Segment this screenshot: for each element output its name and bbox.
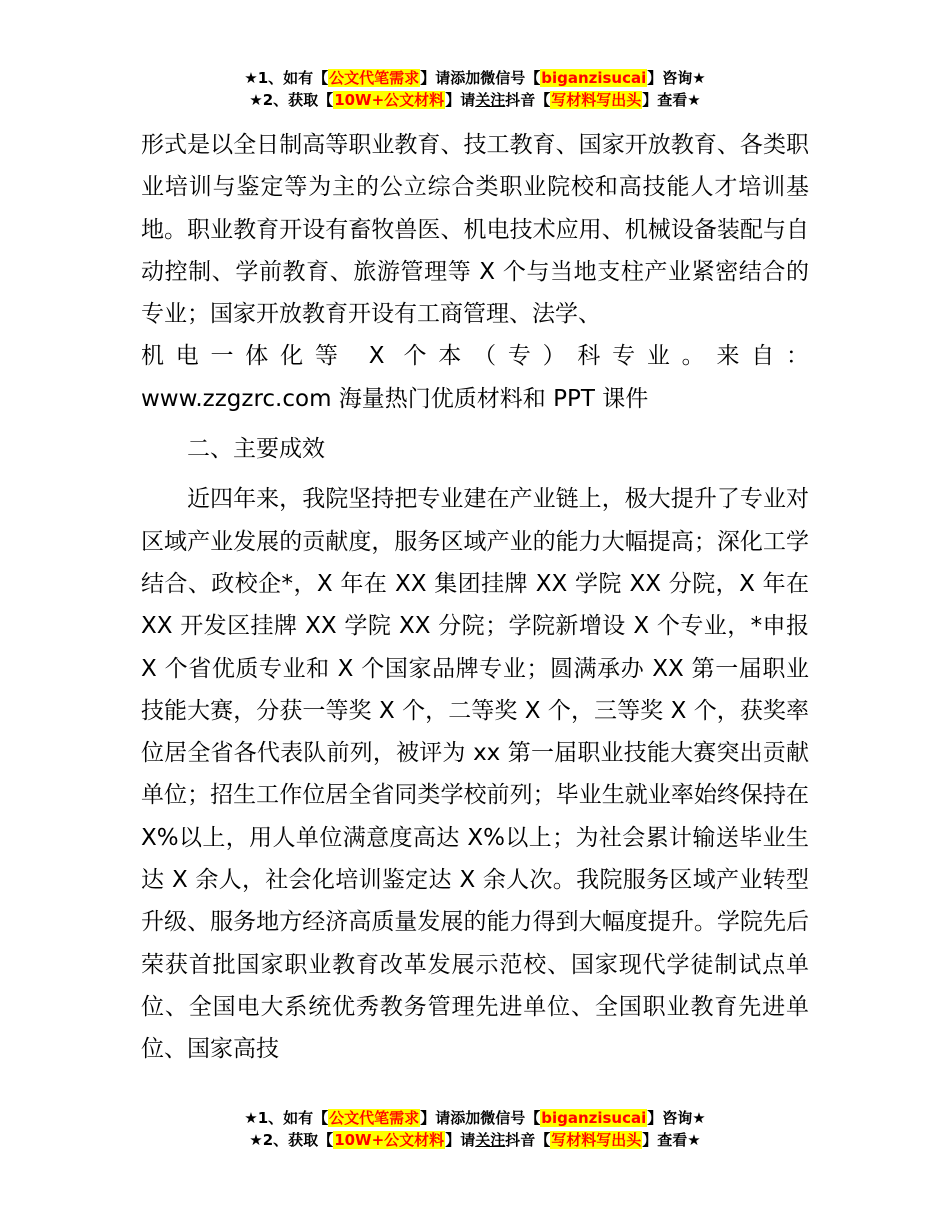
underlined-follow: 关注 [475,1131,506,1149]
highlight-service: 公文代笔需求 [329,1109,420,1127]
promo-line-1: ★1、如有【公文代笔需求】请添加微信号【biganzisucai】咨询★ [244,69,706,87]
paragraph-1-main: 形式是以全日制高等职业教育、技工教育、国家开放教育、各类职业培训与鉴定等为主的公立综合类职业院校和高技能人才培训基地。职业教育开设有畜牧兽医、机电技术应用、机械设备装配与自动控制、学前教育、旅游管理等 X 个与当地支柱产业紧密结合的专业；国家开放教育开设有工商管理、法学、 [141,132,809,328]
promo-banner-top [0,67,950,111]
paragraph-1-spread-line: 机电一体化等 X 个本（专）科专业。来自： [141,343,809,370]
highlight-account: 写材料写出头 [551,91,642,109]
promo-line-1: ★1、如有【公文代笔需求】请添加微信号【biganzisucai】咨询★ [244,1109,706,1127]
highlight-account: 写材料写出头 [551,1131,642,1149]
highlight-materials: 10W+公文材料 [334,1131,445,1149]
document-body [141,124,809,1071]
section-heading: 二、主要成效 [187,436,325,463]
paragraph-1 [141,124,809,420]
highlight-materials: 10W+公文材料 [334,91,445,109]
promo-banner-bottom [0,1107,950,1151]
highlight-service: 公文代笔需求 [329,69,420,87]
highlight-wechat-id: biganzisucai [541,1109,647,1127]
underlined-follow: 关注 [475,91,506,109]
promo-line-2: ★2、获取【10W+公文材料】请关注抖音【写材料写出头】查看★ [249,91,701,109]
promo-line-2: ★2、获取【10W+公文材料】请关注抖音【写材料写出头】查看★ [249,1131,701,1149]
paragraph-2: 近四年来，我院坚持把专业建在产业链上，极大提升了专业对区域产业发展的贡献度，服务区域产业的能力大幅提高；深化工学结合、政校企*，X 年在 XX 集团挂牌 XX 学院 XX 分院，X 年在 XX 开发区挂牌 XX 学院 XX 分院；学院新增设 X 个专业，*申报 X 个省优质专业和 X 个国家品牌专业；圆满承办 XX 第一届职业技能大赛，分获一等奖 X 个，二等奖 X 个，三等奖 X 个，获奖率位居全省各代表队前列，被评为 xx 第一届职业技能大赛突出贡献单位；招生工作位居全省同类学校前列；毕业生就业率始终保持在 X%以上，用人单位满意度高达 X%以上；为社会累计输送毕业生达 X 余人，社会化培训鉴定达 X 余人次。我院服务区域产业转型升级、服务地方经济高质量发展的能力得到大幅度提升。学院先后荣获首批国家职业教育改革发展示范校、国家现代学徒制试点单位、全国电大系统优秀教务管理先进单位、全国职业教育先进单位、国家高技 [141,486,809,1063]
paragraph-1-tail: www.zzgzrc.com 海量热门优质材料和 PPT 课件 [141,385,649,412]
highlight-wechat-id: biganzisucai [541,69,647,87]
